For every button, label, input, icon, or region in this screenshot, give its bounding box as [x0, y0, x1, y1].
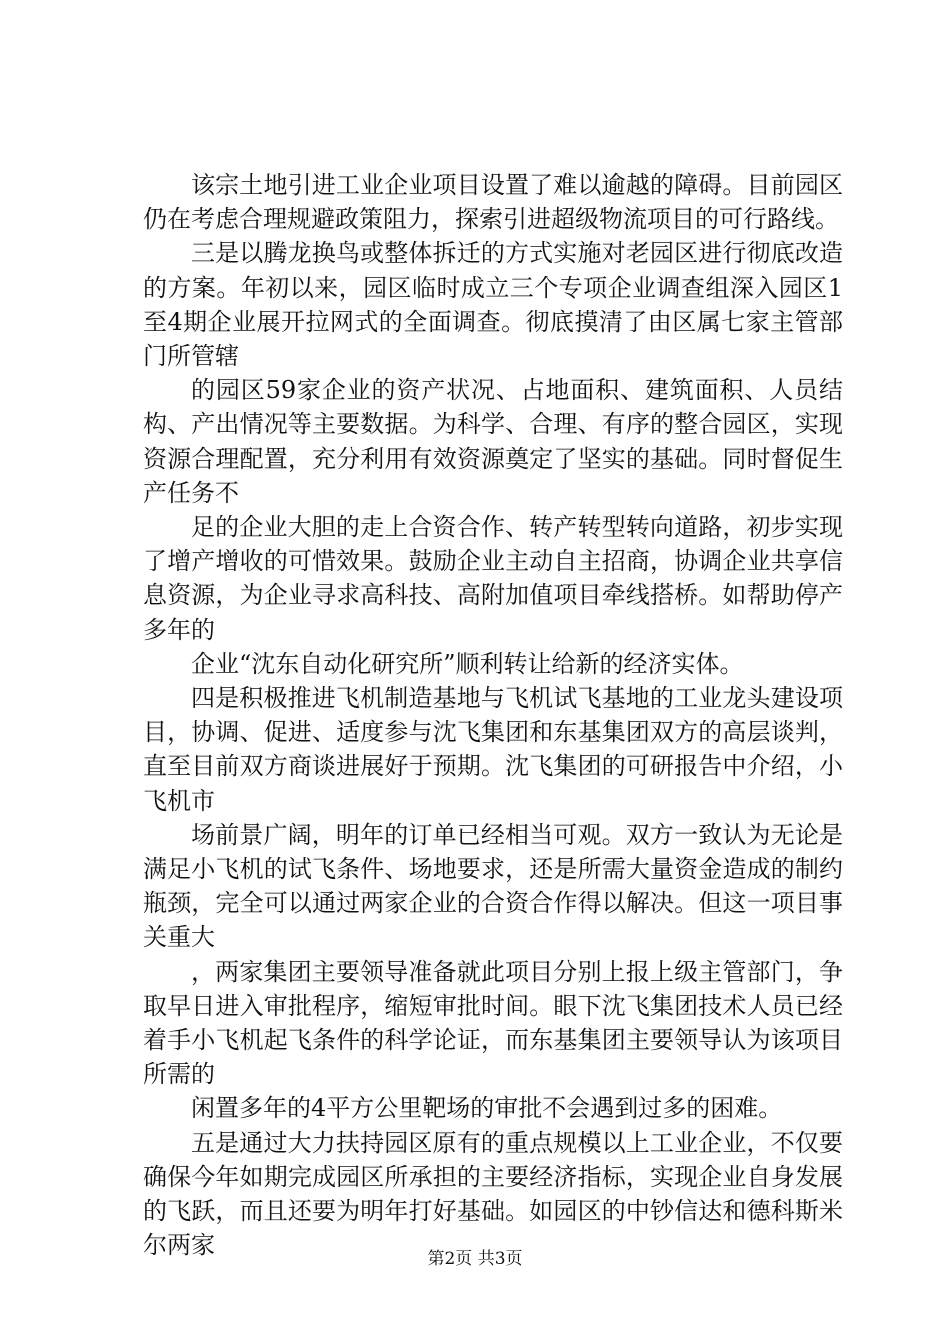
paragraph: 的园区59家企业的资产状况、占地面积、建筑面积、人员结构、产出情况等主要数据。为科学、合理、有序的整合园区，实现资源合理配置，充分利用有效资源奠定了坚实的基础。同时督促生产任务不: [143, 376, 843, 507]
paragraph: 该宗土地引进工业企业项目设置了难以逾越的障碍。目前园区仍在考虑合理规避政策阻力，探索引进超级物流项目的可行路线。: [143, 171, 843, 234]
paragraph: 企业“沈东自动化研究所”顺利转让给新的经济实体。: [191, 649, 744, 678]
paragraph: 闲置多年的4平方公里靶场的审批不会遇到过多的困难。: [191, 1094, 783, 1123]
paragraph: 五是通过大力扶持园区原有的重点规模以上工业企业，不仅要确保今年如期完成园区所承担的主要经济指标，实现企业自身发展的飞跃，而且还要为明年打好基础。如园区的中钞信达和德科斯米尔两家: [143, 1128, 843, 1260]
paragraph: 场前景广阔，明年的订单已经相当可观。双方一致认为无论是满足小飞机的试飞条件、场地要求，还是所需大量资金造成的制约瓶颈，完全可以通过两家企业的合资合作得以解决。但这一项目事关重大: [143, 820, 843, 952]
paragraph: 四是积极推进飞机制造基地与飞机试飞基地的工业龙头建设项目，协调、促进、适度参与沈飞集团和东基集团双方的高层谈判，直至目前双方商谈进展好于预期。沈飞集团的可研报告中介绍，小飞机市: [143, 684, 843, 815]
document-body: [143, 168, 843, 1263]
page-number-footer: 第2页 共3页: [427, 1249, 523, 1269]
paragraph: ，两家集团主要领导准备就此项目分别上报上级主管部门，争取早日进入审批程序，缩短审批时间。眼下沈飞集团技术人员已经着手小飞机起飞条件的科学论证，而东基集团主要领导认为该项目所需的: [143, 957, 843, 1089]
paragraph: 三是以腾龙换鸟或整体拆迁的方式实施对老园区进行彻底改造的方案。年初以来，园区临时成立三个专项企业调查组深入园区1至4期企业展开拉网式的全面调查。彻底摸清了由区属七家主管部门所管辖: [143, 239, 843, 371]
paragraph: 足的企业大胆的走上合资合作、转产转型转向道路，初步实现了增产增收的可惜效果。鼓励企业主动自主招商，协调企业共享信息资源，为企业寻求高科技、高附加值项目牵线搭桥。如帮助停产多年的: [143, 513, 843, 644]
